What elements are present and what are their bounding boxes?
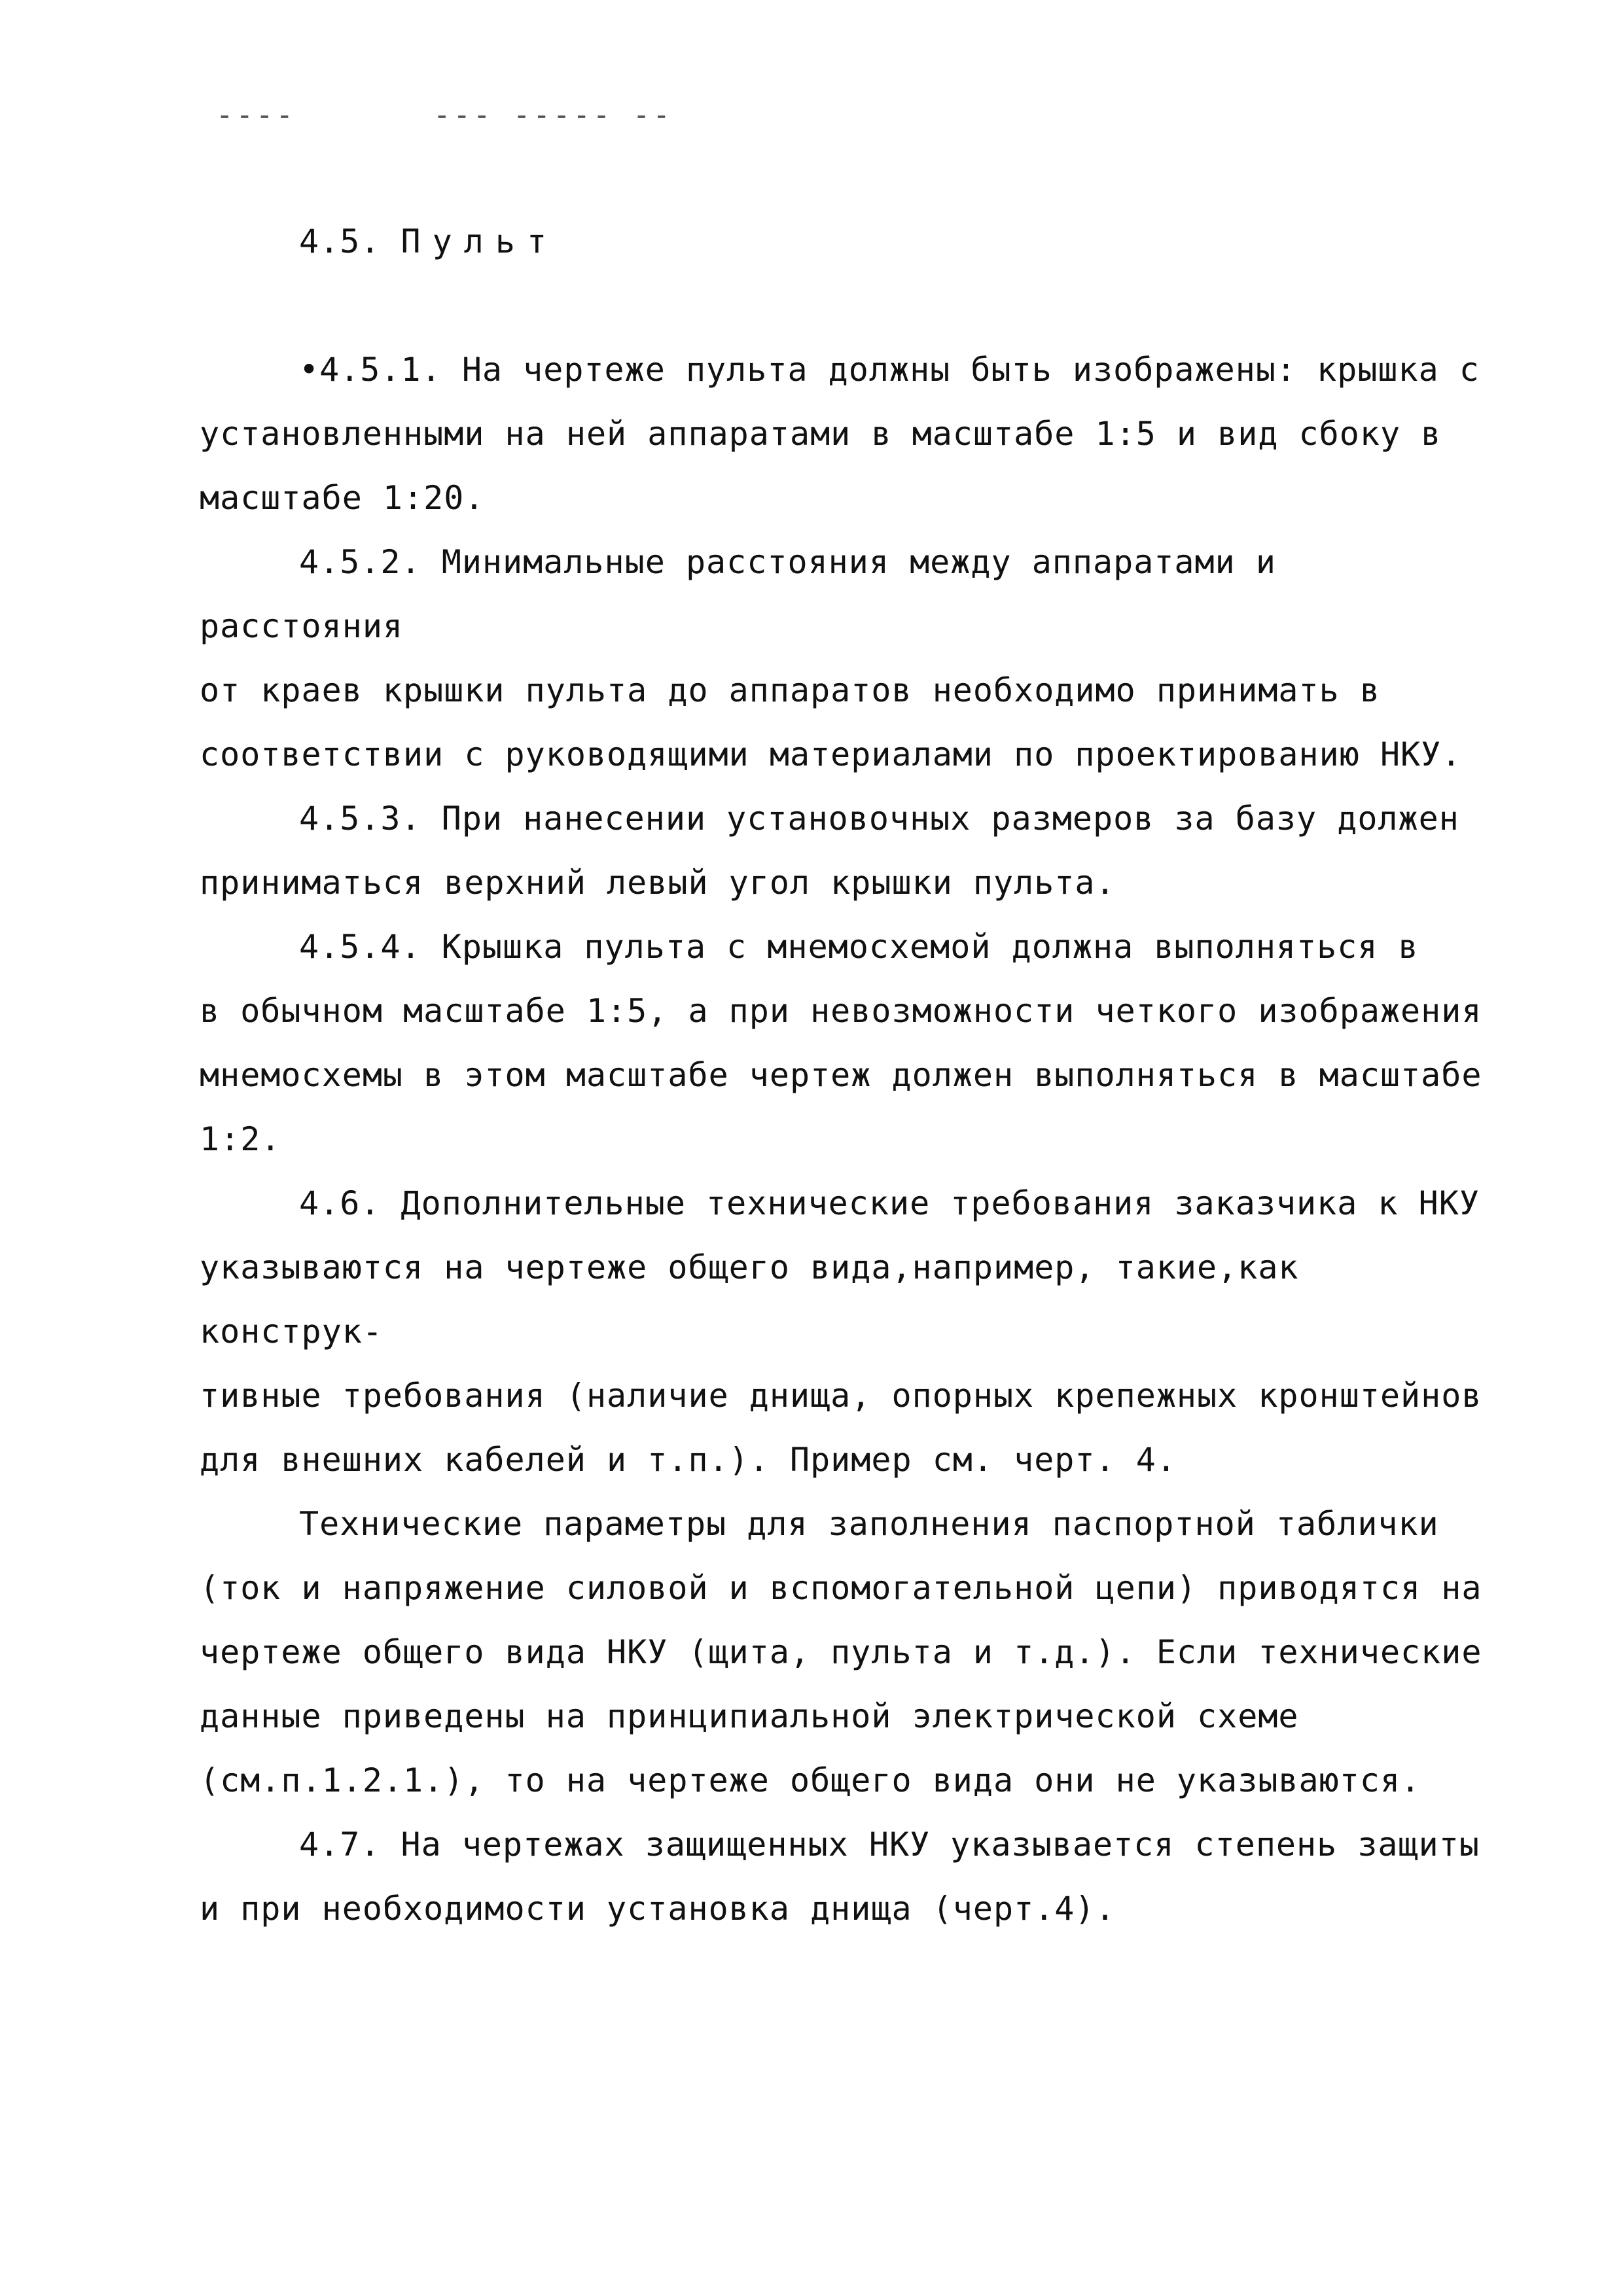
- header-scan-artifact: [216, 98, 673, 132]
- header-artifact-left: ----: [216, 98, 296, 132]
- paragraph-4-6: [200, 1171, 1482, 1492]
- paragraph-line: 1:2.: [200, 1120, 281, 1158]
- paragraph-line: чертеже общего вида НКУ (щита, пульта и т.д.). Если технические: [200, 1633, 1482, 1671]
- paragraph-line: приниматься верхний левый угол крышки пульта.: [200, 864, 1116, 902]
- paragraph-4-5-2: [200, 530, 1482, 786]
- paragraph-line: соответствии с руководящими материалами по проектированию НКУ.: [200, 735, 1462, 773]
- paragraph-line: мнемосхемы в этом масштабе чертеж должен выполняться в масштабе: [200, 1056, 1482, 1094]
- paragraph-line: (ток и напряжение силовой и вспомогательной цепи) приводятся на: [200, 1569, 1482, 1607]
- paragraph-line: в обычном масштабе 1:5, а при невозможности четкого изображения: [200, 992, 1482, 1030]
- paragraph-line: 4.5.3. При нанесении установочных размеров за базу должен: [299, 800, 1459, 838]
- paragraph-line: 4.5.4. Крышка пульта с мнемосхемой должна выполняться в: [299, 928, 1419, 966]
- header-artifact-right: --- ----- --: [433, 98, 673, 132]
- paragraph-4-5-4: [200, 915, 1482, 1171]
- section-title: Пульт: [401, 222, 559, 260]
- paragraph-line: (см.п.1.2.1.), то на чертеже общего вида они не указываются.: [200, 1761, 1421, 1799]
- paragraph-tech-params: [200, 1492, 1482, 1812]
- paragraph-line: Технические параметры для заполнения паспортной таблички: [299, 1505, 1439, 1543]
- paragraph-line: 4.7. На чертежах защищенных НКУ указывается степень защиты: [299, 1826, 1480, 1863]
- paragraph-4-5-3: [200, 786, 1482, 915]
- paragraph-line: тивные требования (наличие днища, опорных крепежных кронштейнов: [200, 1377, 1482, 1415]
- paragraph-line: 4.5.2. Минимальные расстояния между аппаратами и расстояния: [200, 543, 1276, 645]
- section-heading: [200, 209, 1482, 274]
- paragraph-4-7: [200, 1812, 1482, 1941]
- paragraph-4-5-1: [200, 338, 1482, 530]
- paragraph-line: 4.6. Дополнительные технические требования заказчика к НКУ: [299, 1184, 1480, 1222]
- paragraph-line: от краев крышки пульта до аппаратов необходимо принимать в: [200, 671, 1380, 709]
- paragraph-line: •4.5.1. На чертеже пульта должны быть изображены: крышка с: [299, 351, 1480, 389]
- paragraph-line: данные приведены на принципиальной электрической схеме: [200, 1697, 1299, 1735]
- section-number: 4.5.: [299, 222, 381, 260]
- paragraph-line: установленными на ней аппаратами в масштабе 1:5 и вид сбоку в: [200, 415, 1442, 453]
- document-body: [200, 209, 1482, 1941]
- paragraph-line: для внешних кабелей и т.п.). Пример см. черт. 4.: [200, 1441, 1177, 1479]
- spacer: [200, 274, 1482, 338]
- paragraph-line: указываются на чертеже общего вида,например, такие,как конструк-: [200, 1248, 1299, 1351]
- paragraph-line: масштабе 1:20.: [200, 479, 485, 517]
- paragraph-line: и при необходимости установка днища (черт.4).: [200, 1890, 1116, 1928]
